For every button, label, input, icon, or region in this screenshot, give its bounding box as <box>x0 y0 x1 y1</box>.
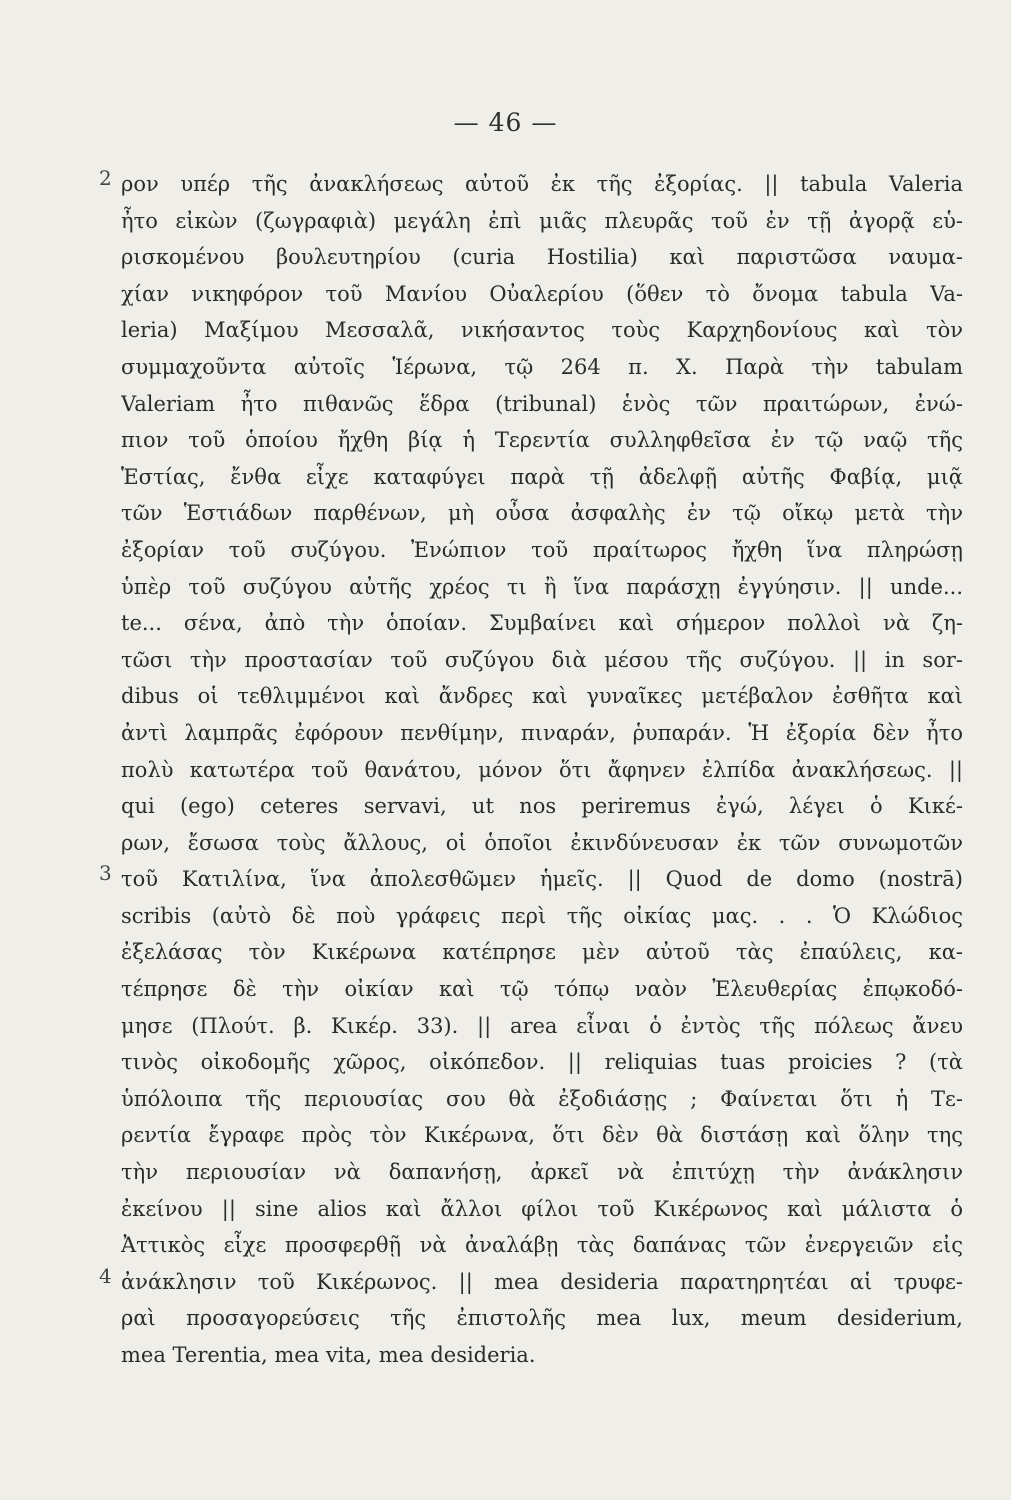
text-line: μησε (Πλούτ. β. Κικέρ. 33). || area εἶναι ὁ ἐντὸς τῆς πόλεως ἄνευ <box>121 1013 963 1038</box>
text-line: dibus οἱ τεθλιμμένοι καὶ ἄνδρες καὶ γυναῖκες μετέβαλον ἐσθῆτα καὶ <box>121 684 963 709</box>
text-line: ρων, ἔσωσα τοὺς ἄλλους, οἱ ὁποῖοι ἐκινδύνευσαν ἐκ τῶν συνωμοτῶν <box>121 830 963 855</box>
text-line: ρεντία ἔγραφε πρὸς τὸν Κικέρωνα, ὅτι δὲν θὰ διστάσῃ καὶ ὅλην της <box>121 1123 963 1148</box>
text-line: ἐκείνου || sine alios καὶ ἄλλοι φίλοι τοῦ Κικέρωνος καὶ μάλιστα ὁ <box>121 1196 963 1221</box>
text-line: ραὶ προσαγορεύσεις τῆς ἐπιστολῆς mea lux, meum desiderium, <box>121 1306 963 1331</box>
text-line: ἦτο εἰκὼν (ζωγραφιὰ) μεγάλη ἐπὶ μιᾶς πλευρᾶς τοῦ ἐν τῇ ἀγορᾷ εὑ- <box>121 208 963 233</box>
text-line: τινὸς οἰκοδομῆς χῶρος, οἰκόπεδον. || reliquias tuas proicies ? (τὰ <box>121 1050 963 1075</box>
text-line: πιον τοῦ ὁποίου ἤχθη βίᾳ ἡ Τερεντία συλληφθεῖσα ἐν τῷ ναῷ τῆς <box>121 428 963 453</box>
text-line: leria) Μαξίμου Μεσσαλᾶ, νικήσαντος τοὺς Καρχηδονίους καὶ τὸν <box>121 318 963 343</box>
text-line: συμμαχοῦντα αὐτοῖς Ἱέρωνα, τῷ 264 π. Χ. Παρὰ τὴν tabulam <box>121 354 963 379</box>
text-line: ἐξορίαν τοῦ συζύγου. Ἐνώπιον τοῦ πραίτωρος ἤχθη ἵνα πληρώσῃ <box>121 537 963 562</box>
text-line: scribis (αὐτὸ δὲ ποὺ γράφεις περὶ τῆς οἰκίας μας. . . Ὁ Κλώδιος <box>121 903 963 928</box>
text-line: τοῦ Κατιλίνα, ἵνα ἀπολεσθῶμεν ἡμεῖς. || Quod de domo (nostrā) <box>121 867 963 892</box>
text-line: τέπρησε δὲ τὴν οἰκίαν καὶ τῷ τόπῳ ναὸν Ἐλευθερίας ἐπῳκοδό- <box>121 977 963 1002</box>
text-line: te... σένα, ἀπὸ τὴν ὁποίαν. Συμβαίνει καὶ σήμερον πολλοὶ νὰ ζη- <box>121 611 963 636</box>
text-line: ἀντὶ λαμπρᾶς ἐφόρουν πενθίμην, πιναράν, ῥυπαράν. Ἡ ἐξορία δὲν ἦτο <box>121 720 963 745</box>
text-line: χίαν νικηφόρον τοῦ Μανίου Οὐαλερίου (ὅθεν τὸ ὄνομα tabula Va- <box>121 281 963 306</box>
text-line: τὴν περιουσίαν νὰ δαπανήσῃ, ἀρκεῖ νὰ ἐπιτύχῃ τὴν ἀνάκλησιν <box>121 1160 963 1185</box>
margin-note: 3 <box>99 861 112 886</box>
text-line: Ἑστίας, ἔνθα εἶχε καταφύγει παρὰ τῇ ἀδελφῇ αὐτῆς Φαβίᾳ, μιᾷ <box>121 464 963 489</box>
margin-note: 2 <box>99 166 112 190</box>
margin-note: 4 <box>99 1263 112 1288</box>
text-line: Valeriam ἦτο πιθανῶς ἕδρα (tribunal) ἑνὸς τῶν πραιτώρων, ἐνώ- <box>121 391 963 416</box>
text-line: ἐξελάσας τὸν Κικέρωνα κατέπρησε μὲν αὐτοῦ τὰς ἐπαύλεις, κα- <box>121 940 963 965</box>
text-line: Ἀττικὸς εἶχε προσφερθῇ νὰ ἀναλάβῃ τὰς δαπάνας τῶν ἐνεργειῶν εἰς <box>121 1233 963 1258</box>
text-line: ἀνάκλησιν τοῦ Κικέρωνος. || mea desideria παρατηρητέαι αἱ τρυφε- <box>121 1269 963 1294</box>
text-line: mea Terentia, mea vita, mea desideria. <box>121 1343 536 1367</box>
text-line: ὑπόλοιπα τῆς περιουσίας σου θὰ ἐξοδιάσῃς ; Φαίνεται ὅτι ἡ Τε- <box>121 1086 963 1111</box>
text-line: πολὺ κατωτέρα τοῦ θανάτου, μόνον ὅτι ἄφηνεν ἐλπίδα ἀνακλήσεως. || <box>121 757 963 782</box>
text-line: ρον υπέρ τῆς ἀνακλήσεως αὐτοῦ ἐκ τῆς ἐξορίας. || tabula Valeria <box>121 172 963 196</box>
text-line: τῶσι τὴν προστασίαν τοῦ συζύγου διὰ μέσου τῆς συζύγου. || in sor- <box>121 647 963 672</box>
text-line: ὑπὲρ τοῦ συζύγου αὐτῆς χρέος τι ἢ ἵνα παράσχῃ ἐγγύησιν. || unde... <box>121 574 963 599</box>
text-line: ρισκομένου βουλευτηρίου (curia Hostilia) καὶ παριστῶσα ναυμα- <box>121 245 963 270</box>
page-number: — 46 — <box>453 108 558 137</box>
text-block <box>99 166 963 1374</box>
text-line: τῶν Ἑστιάδων παρθένων, μὴ οὖσα ἀσφαλὴς ἐν τῷ οἴκῳ μετὰ τὴν <box>121 501 963 526</box>
text-line: qui (ego) ceteres servavi, ut nos periremus ἐγώ, λέγει ὁ Κικέ- <box>121 794 963 819</box>
